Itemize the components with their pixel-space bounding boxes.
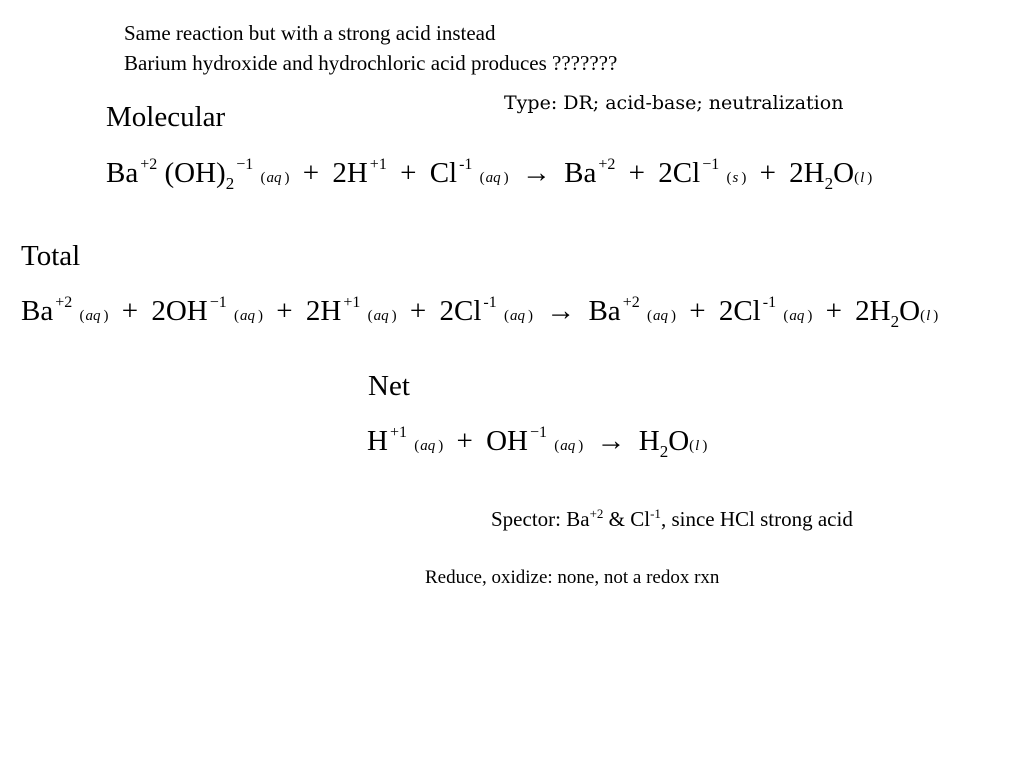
plus-sign: + (302, 157, 320, 189)
plus-sign: + (628, 157, 646, 189)
mol-water-h: H (803, 157, 825, 189)
mol-oh-sub: 2 (225, 173, 235, 193)
total-heading: Total (21, 240, 81, 272)
intro-line-2: Barium hydroxide and hydrochloric acid produces ??????? (124, 51, 618, 75)
mol-coef: 2 (332, 157, 347, 189)
mol-cl-charge: -1 (459, 156, 473, 174)
mol-cl: Cl (429, 157, 458, 189)
state-aq: aq (266, 170, 282, 186)
mol-water-o: O (833, 157, 855, 189)
reaction-type: Type: DR; acid-base; neutralization (504, 92, 844, 114)
spectator-note: Spector: $Ba^{+2}$ & $Cl^{-1}$, since HCl strong acid (491, 506, 853, 531)
mol-ba-charge: +2 (140, 156, 158, 174)
plus-sign: + (759, 157, 776, 189)
mol-ba: Ba (106, 157, 139, 189)
mol-ba-product-charge: +2 (598, 156, 616, 174)
total-equation: Ba $^{+2}$ (aq ) + 2OH $^{-1}$ (aq ) + 2H $^{+1}$ (aq ) + 2Cl $^{-1}$ (aq ) → Ba $^{+2}$ (aq ) + 2Cl $^{-1}$ (aq ) + $2H_2O(l$ ) (21, 294, 939, 331)
molecular-heading: Molecular (106, 101, 226, 133)
molecular-equation: Ba $^{+2}$ $(OH)_2^{-1}$ (aq ) + 2H $^{+1}$ + Cl $^{-1}$ (aq ) → Ba $^{+2}$ + 2Cl $^{-1}$ (s ) + $2H_2O(l$ ) (106, 156, 873, 193)
arrow-icon: → (521, 157, 551, 189)
state-s: s (732, 170, 739, 186)
arrow-icon: → (596, 425, 626, 457)
plus-sign: + (400, 157, 417, 189)
intro-text (124, 18, 617, 78)
mol-cl-product: Cl (672, 157, 701, 189)
net-heading: Net (368, 370, 410, 402)
mol-cl-product-charge: −1 (702, 156, 720, 174)
intro-line-1: Same reaction but with a strong acid instead (124, 21, 496, 45)
redox-note: Reduce, oxidize: none, not a redox rxn (425, 567, 720, 588)
mol-h: H (346, 157, 368, 189)
mol-h-charge: +1 (369, 156, 387, 174)
mol-oh: (OH) (164, 157, 226, 189)
net-equation: H $^{+1}$ (aq ) + OH $^{-1}$ (aq ) → $H_2O(l$ ) (367, 424, 708, 461)
mol-oh-charge: −1 (236, 156, 254, 174)
state-aq: aq (485, 170, 501, 186)
state-l: l (860, 170, 865, 186)
mol-ba-product: Ba (564, 157, 597, 189)
arrow-icon: → (546, 295, 576, 327)
